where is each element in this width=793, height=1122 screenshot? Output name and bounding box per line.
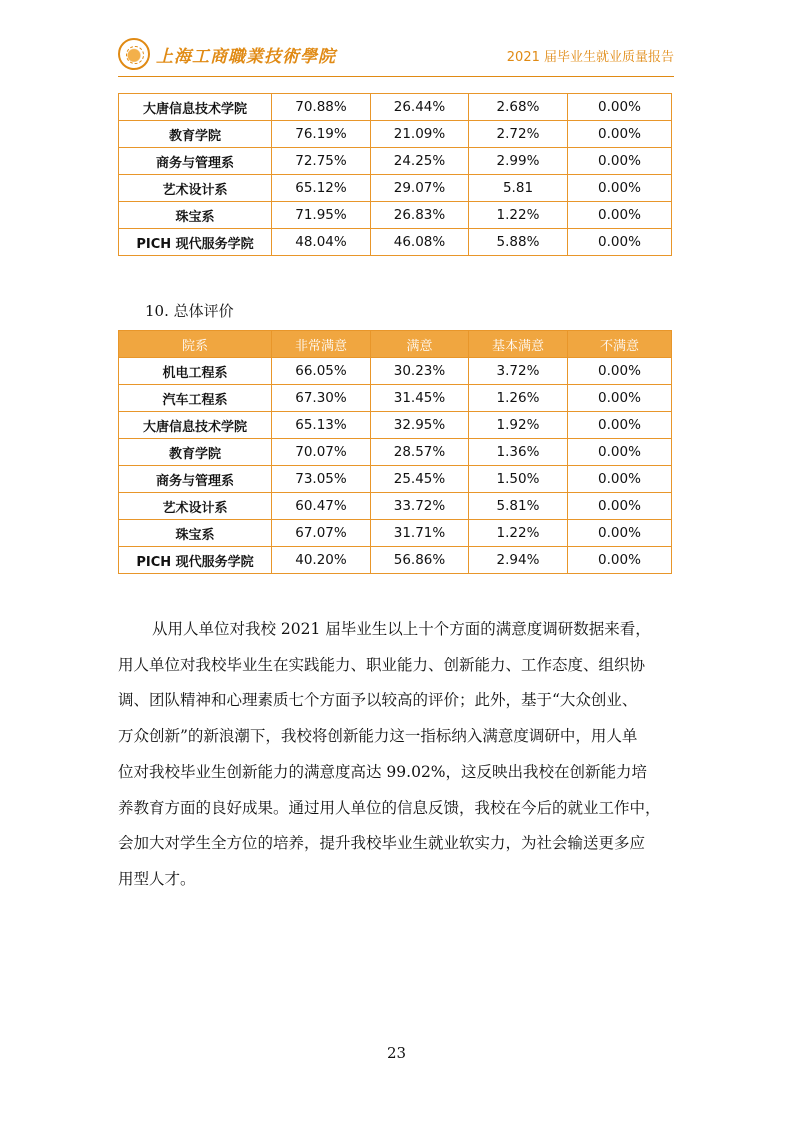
cell-very-satisfied: 48.04% <box>272 229 371 256</box>
cell-basically-satisfied: 2.72% <box>469 121 568 148</box>
cell-unsatisfied: 0.00% <box>568 439 672 466</box>
table-row <box>119 547 672 574</box>
cell-department: 艺术设计系 <box>119 493 272 520</box>
cell-satisfied: 28.57% <box>371 439 469 466</box>
summary-paragraph <box>118 612 674 898</box>
cell-basically-satisfied: 1.22% <box>469 202 568 229</box>
paragraph-line: 万众创新”的新浪潮下，我校将创新能力这一指标纳入满意度调研中，用人单 <box>118 727 638 746</box>
cell-very-satisfied: 70.07% <box>272 439 371 466</box>
table-row <box>119 466 672 493</box>
cell-department: 教育学院 <box>119 439 272 466</box>
cell-satisfied: 31.71% <box>371 520 469 547</box>
cell-satisfied: 56.86% <box>371 547 469 574</box>
report-title: 2021 届毕业生就业质量报告 <box>506 50 674 65</box>
paragraph-line: 用人单位对我校毕业生在实践能力、职业能力、创新能力、工作态度、组织协 <box>118 655 646 674</box>
cell-department: 商务与管理系 <box>119 148 272 175</box>
cell-basically-satisfied: 1.26% <box>469 385 568 412</box>
cell-satisfied: 33.72% <box>371 493 469 520</box>
cell-satisfied: 31.45% <box>371 385 469 412</box>
table-row <box>119 148 672 175</box>
cell-department: PICH 现代服务学院 <box>119 547 272 574</box>
cell-basically-satisfied: 2.68% <box>469 94 568 121</box>
cell-unsatisfied: 0.00% <box>568 202 672 229</box>
header-unsatisfied: 不满意 <box>568 331 672 358</box>
cell-department: 珠宝系 <box>119 202 272 229</box>
cell-basically-satisfied: 1.36% <box>469 439 568 466</box>
satisfaction-table-continued <box>118 93 672 256</box>
cell-basically-satisfied: 1.22% <box>469 520 568 547</box>
cell-very-satisfied: 65.12% <box>272 175 371 202</box>
school-name: 上海工商職業技術學院 <box>156 46 336 67</box>
cell-very-satisfied: 70.88% <box>272 94 371 121</box>
cell-unsatisfied: 0.00% <box>568 229 672 256</box>
cell-basically-satisfied: 5.81 <box>469 175 568 202</box>
paragraph-line: 用型人才。 <box>118 869 196 888</box>
cell-unsatisfied: 0.00% <box>568 121 672 148</box>
table-row <box>119 493 672 520</box>
table-row <box>119 121 672 148</box>
cell-very-satisfied: 40.20% <box>272 547 371 574</box>
header-very-satisfied: 非常满意 <box>272 331 371 358</box>
header-basically-satisfied: 基本满意 <box>469 331 568 358</box>
cell-department: 珠宝系 <box>119 520 272 547</box>
cell-satisfied: 30.23% <box>371 358 469 385</box>
cell-basically-satisfied: 3.72% <box>469 358 568 385</box>
cell-satisfied: 25.45% <box>371 466 469 493</box>
table-row <box>119 412 672 439</box>
paragraph-line: 位对我校毕业生创新能力的满意度高达 99.02%，这反映出我校在创新能力培 <box>118 762 648 781</box>
cell-unsatisfied: 0.00% <box>568 412 672 439</box>
cell-unsatisfied: 0.00% <box>568 493 672 520</box>
paragraph-line: 从用人单位对我校 2021 届毕业生以上十个方面的满意度调研数据来看， <box>152 620 651 638</box>
table-row <box>119 229 672 256</box>
cell-basically-satisfied: 5.81% <box>469 493 568 520</box>
cell-department: 商务与管理系 <box>119 466 272 493</box>
cell-very-satisfied: 72.75% <box>272 148 371 175</box>
cell-very-satisfied: 71.95% <box>272 202 371 229</box>
cell-satisfied: 24.25% <box>371 148 469 175</box>
header-satisfied: 满意 <box>371 331 469 358</box>
cell-basically-satisfied: 2.99% <box>469 148 568 175</box>
cell-satisfied: 26.44% <box>371 94 469 121</box>
cell-department: 艺术设计系 <box>119 175 272 202</box>
cell-very-satisfied: 65.13% <box>272 412 371 439</box>
cell-basically-satisfied: 1.50% <box>469 466 568 493</box>
cell-unsatisfied: 0.00% <box>568 94 672 121</box>
cell-satisfied: 21.09% <box>371 121 469 148</box>
school-logo <box>118 38 336 70</box>
cell-unsatisfied: 0.00% <box>568 520 672 547</box>
paragraph-line: 会加大对学生全方位的培养，提升我校毕业生就业软实力，为社会输送更多应 <box>118 834 646 853</box>
cell-unsatisfied: 0.00% <box>568 358 672 385</box>
cell-basically-satisfied: 1.92% <box>469 412 568 439</box>
school-seal-icon <box>118 38 150 70</box>
cell-satisfied: 26.83% <box>371 202 469 229</box>
cell-unsatisfied: 0.00% <box>568 547 672 574</box>
cell-department: 大唐信息技术学院 <box>119 94 272 121</box>
cell-very-satisfied: 73.05% <box>272 466 371 493</box>
cell-department: 教育学院 <box>119 121 272 148</box>
cell-very-satisfied: 66.05% <box>272 358 371 385</box>
header-department: 院系 <box>119 331 272 358</box>
cell-unsatisfied: 0.00% <box>568 175 672 202</box>
cell-satisfied: 32.95% <box>371 412 469 439</box>
paragraph-line: 调、团队精神和心理素质七个方面予以较高的评价；此外，基于“大众创业、 <box>118 691 638 710</box>
table-row <box>119 175 672 202</box>
cell-very-satisfied: 67.07% <box>272 520 371 547</box>
cell-satisfied: 29.07% <box>371 175 469 202</box>
cell-basically-satisfied: 5.88% <box>469 229 568 256</box>
table-row <box>119 385 672 412</box>
table-row <box>119 358 672 385</box>
cell-very-satisfied: 76.19% <box>272 121 371 148</box>
paragraph-line: 养教育方面的良好成果。通过用人单位的信息反馈，我校在今后的就业工作中， <box>118 798 661 817</box>
cell-department: 汽车工程系 <box>119 385 272 412</box>
overall-evaluation-table <box>118 330 672 574</box>
cell-satisfied: 46.08% <box>371 229 469 256</box>
cell-unsatisfied: 0.00% <box>568 385 672 412</box>
cell-very-satisfied: 60.47% <box>272 493 371 520</box>
cell-basically-satisfied: 2.94% <box>469 547 568 574</box>
cell-unsatisfied: 0.00% <box>568 466 672 493</box>
header-divider <box>118 76 674 77</box>
table-header-row <box>119 331 672 358</box>
cell-department: PICH 现代服务学院 <box>119 229 272 256</box>
table-row <box>119 94 672 121</box>
page-header <box>118 36 674 76</box>
section-title: 10. 总体评价 <box>145 302 234 320</box>
cell-department: 大唐信息技术学院 <box>119 412 272 439</box>
table-row <box>119 202 672 229</box>
cell-very-satisfied: 67.30% <box>272 385 371 412</box>
cell-department: 机电工程系 <box>119 358 272 385</box>
table-row <box>119 439 672 466</box>
table-row <box>119 520 672 547</box>
cell-unsatisfied: 0.00% <box>568 148 672 175</box>
page-number: 23 <box>386 1044 407 1062</box>
